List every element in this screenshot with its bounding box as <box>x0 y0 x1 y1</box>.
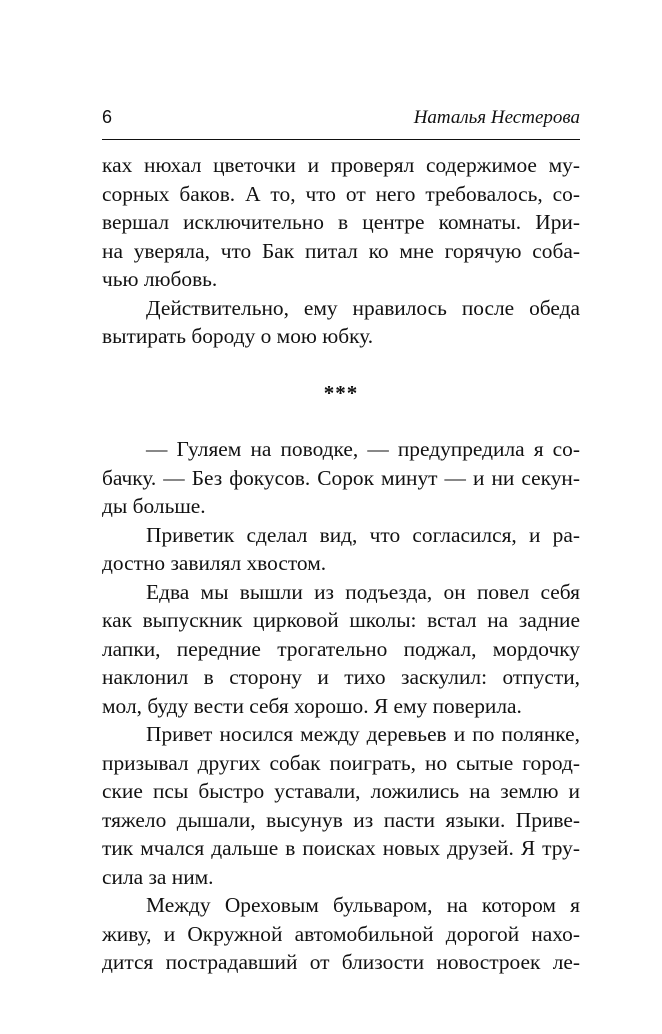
text-line: ды больше. <box>102 494 206 518</box>
section-gap <box>102 407 580 435</box>
running-header <box>102 103 580 133</box>
text-line: лапки, передние трогательно поджал, мордочку <box>102 636 580 661</box>
text-line: Едва мы вышли из подъезда, он повел себя <box>146 579 580 604</box>
text-line: тяжело дышали, высунув из пасти языки. Приве- <box>102 807 580 832</box>
text-line: вершал исключительно в центре комнаты. Ири- <box>102 210 580 234</box>
section-separator: *** <box>323 380 359 405</box>
text-line: бачку. — Без фокусов. Сорок минут — и ни секун- <box>102 465 580 490</box>
text-line: ские псы быстро уставали, ложились на землю и <box>102 779 580 803</box>
page-number: 6 <box>102 107 113 127</box>
text-line: на уверяла, что Бак питал ко мне горячую соба- <box>102 238 580 263</box>
text-line: тик мчался дальше в поисках новых друзей. Я тру- <box>102 836 580 860</box>
text-line: Приветик сделал вид, что согласился, и ра- <box>146 522 580 547</box>
text-line: — Гуляем на поводке, — предупредила я со- <box>146 437 580 461</box>
text-line: Привет носился между деревьев и по полянке, <box>146 722 580 746</box>
text-line: достно завилял хвостом. <box>102 551 327 575</box>
author-name: Наталья Нестерова <box>413 107 580 128</box>
text-line: сорных баков. А то, что от него требовалось, со- <box>102 181 580 206</box>
text-line: наклонил в сторону и тихо заскулил: отпусти, <box>102 665 580 689</box>
text-line: Между Ореховым бульваром, на котором я <box>146 893 580 917</box>
text-line: чью любовь. <box>102 267 218 291</box>
text-line: призывал других собак поиграть, но сытые город- <box>102 750 580 775</box>
text-line: живу, и Окружной автомобильной дорогой нахо- <box>102 921 580 946</box>
text-line: Действительно, ему нравилось после обеда <box>146 295 580 320</box>
header-rule <box>102 139 580 140</box>
text-line: как выпускник цирковой школы: встал на задние <box>102 608 580 632</box>
text-line: ках нюхал цветочки и проверял содержимое му- <box>102 153 580 177</box>
section-gap <box>102 351 580 379</box>
text-line: мол, буду вести себя хорошо. Я ему поверила. <box>102 693 522 718</box>
text-line: вытирать бороду о мою юбку. <box>102 324 374 348</box>
text-line: дится пострадавший от близости новостроек ле- <box>102 950 580 974</box>
body-text <box>102 151 580 977</box>
text-line: сила за ним. <box>102 864 214 889</box>
